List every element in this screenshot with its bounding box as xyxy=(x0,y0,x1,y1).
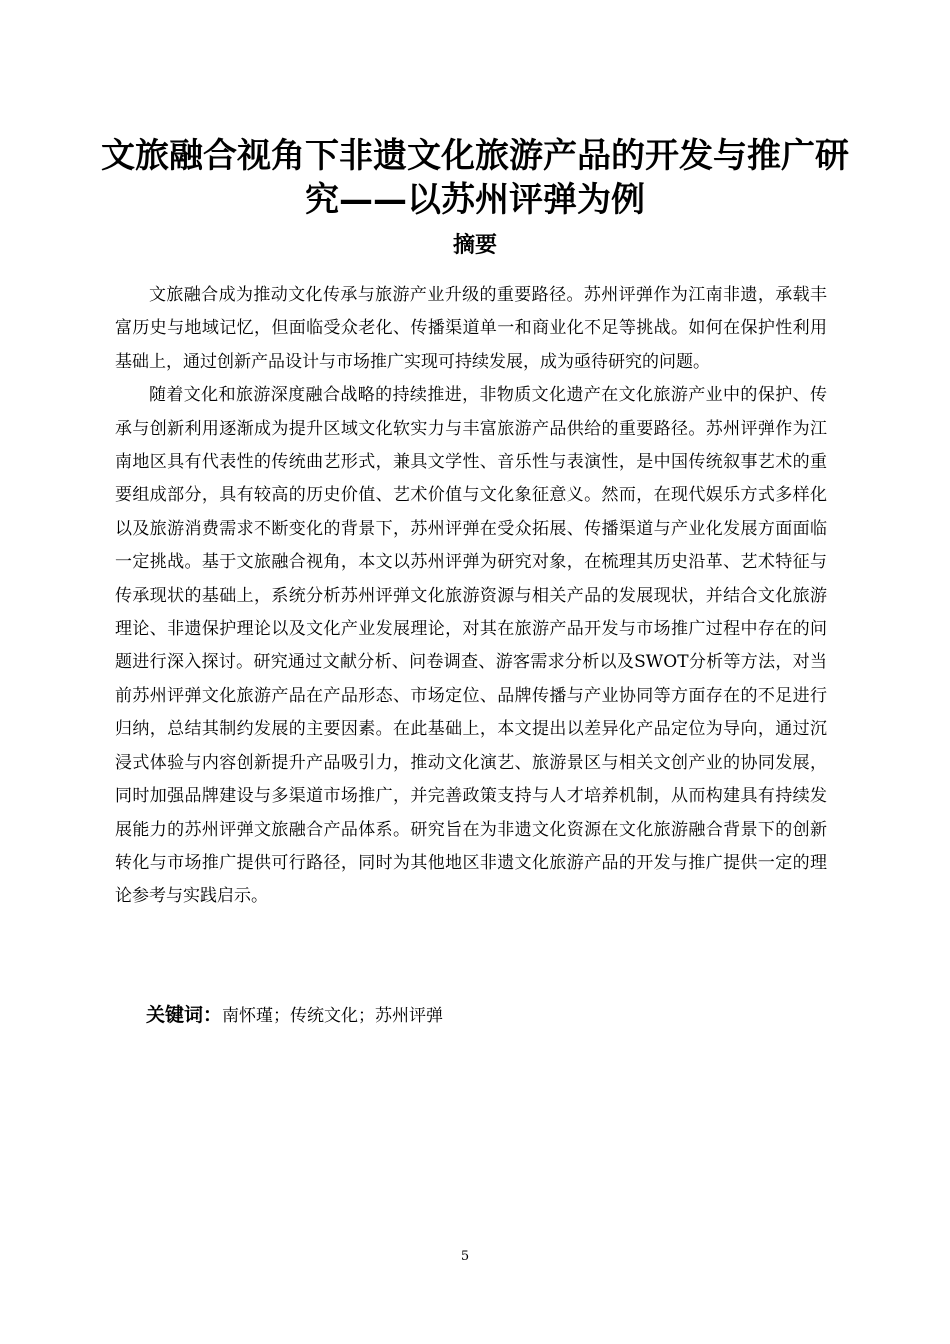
abstract-body xyxy=(115,279,827,914)
keywords-label: 关键词： xyxy=(146,1004,223,1026)
keywords-line xyxy=(146,1000,826,1031)
abstract-paragraph-1: 文旅融合成为推动文化传承与旅游产业升级的重要路径。苏州评弹作为江南非遗，承载丰富历史与地域记忆，但面临受众老化、传播渠道单一和商业化不足等挑战。如何在保护性利用基础上，通过创新产品设计与市场推广实现可持续发展，成为亟待研究的问题。 xyxy=(115,285,827,372)
document-title: 文旅融合视角下非遗文化旅游产品的开发与推广研究——以苏州评弹为例 xyxy=(101,136,849,220)
abstract-paragraph-2: 随着文化和旅游深度融合战略的持续推进，非物质文化遗产在文化旅游产业中的保护、传承与创新利用逐渐成为提升区域文化软实力与丰富旅游产品供给的重要路径。苏州评弹作为江南地区具有代表性的传统曲艺形式，兼具文学性、音乐性与表演性，是中国传统叙事艺术的重要组成部分，具有较高的历史价值、艺术价值与文化象征意义。然而，在现代娱乐方式多样化以及旅游消费需求不断变化的背景下，苏州评弹在受众拓展、传播渠道与产业化发展方面面临一定挑战。基于文旅融合视角，本文以苏州评弹为研究对象，在梳理其历史沿革、艺术特征与传承现状的基础上，系统分析苏州评弹文化旅游资源与相关产品的发展现状，并结合文化旅游理论、非遗保护理论以及文化产业发展理论，对其在旅游产品开发与市场推广过程中存在的问题进行深入探讨。研究通过文献分析、问卷调查、游客需求分析以及SWOT分析等方法，对当前苏州评弹文化旅游产品在产品形态、市场定位、品牌传播与产业协同等方面存在的不足进行归纳，总结其制约发展的主要因素。在此基础上，本文提出以差异化产品定位为导向，通过沉浸式体验与内容创新提升产品吸引力，推动文化演艺、旅游景区与相关文创产业的协同发展，同时加强品牌建设与多渠道市场推广，并完善政策支持与人才培养机制，从而构建具有持续发展能力的苏州评弹文旅融合产品体系。研究旨在为非遗文化资源在文化旅游融合背景下的创新转化与市场推广提供可行路径，同时为其他地区非遗文化旅游产品的开发与推广提供一定的理论参考与实践启示。 xyxy=(115,385,827,907)
abstract-heading: 摘要 xyxy=(452,233,497,258)
keywords-values: 南怀瑾；传统文化；苏州评弹 xyxy=(222,1006,444,1026)
page-number: 5 xyxy=(460,1249,470,1264)
